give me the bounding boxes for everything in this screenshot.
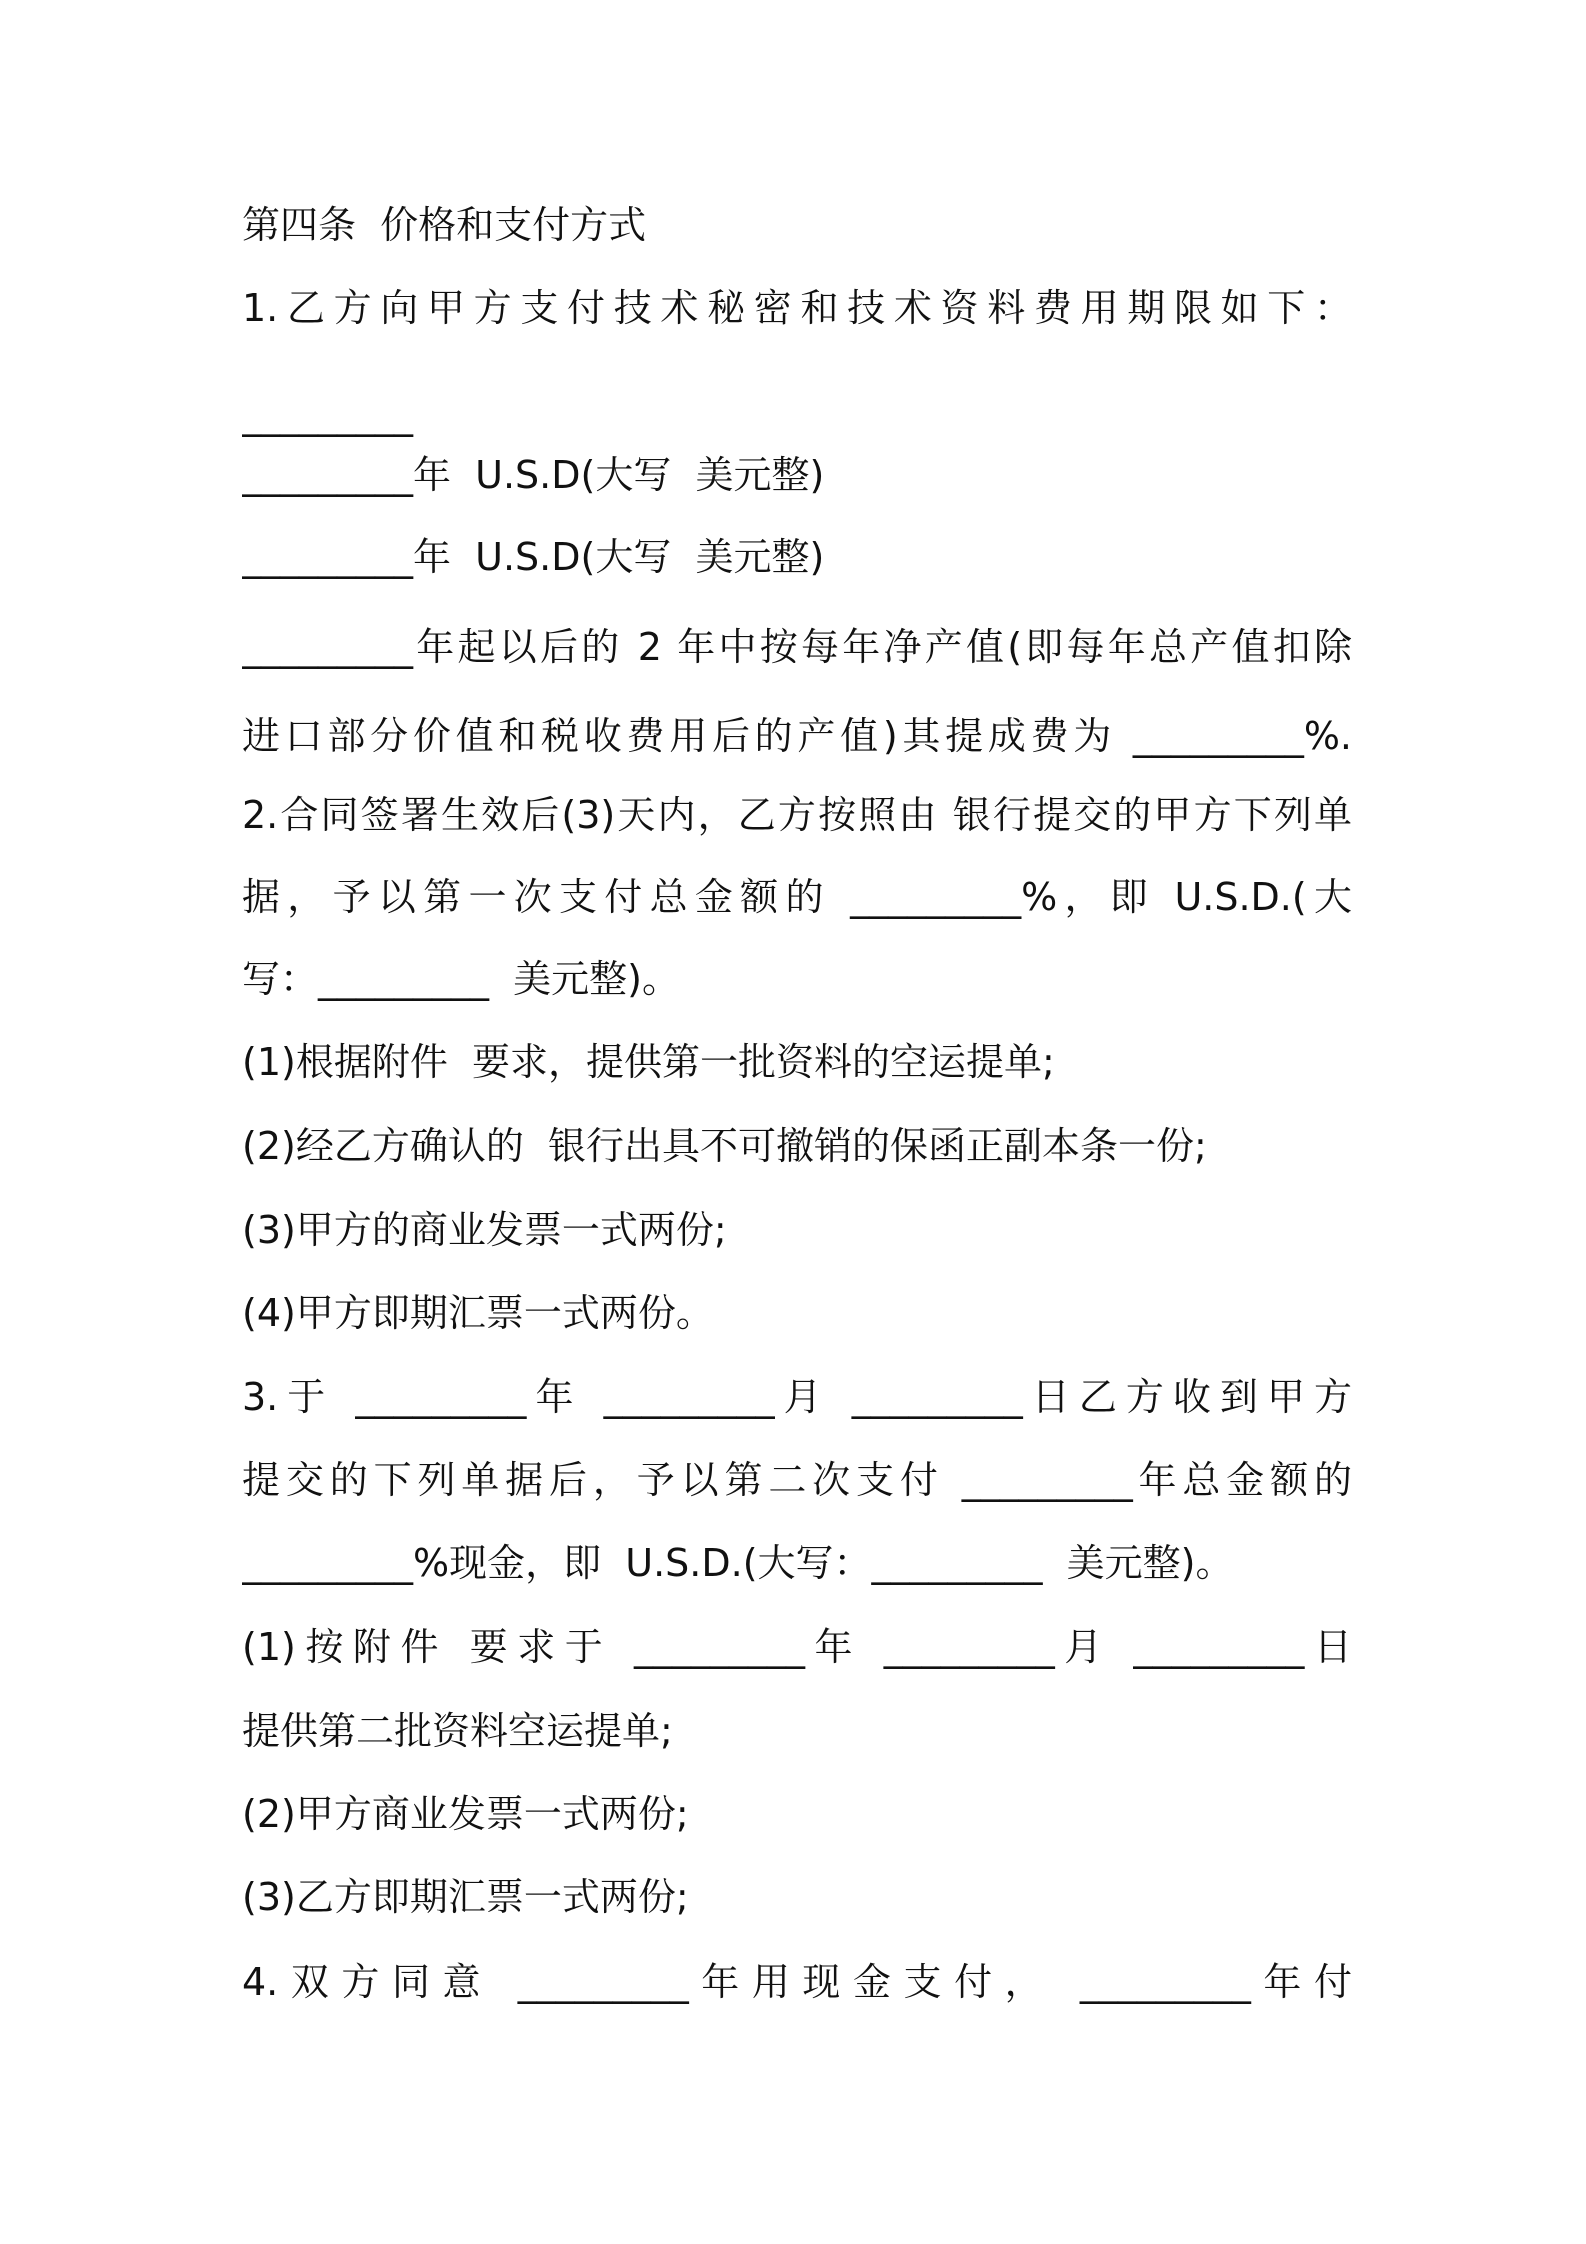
paragraph-line: 提交的下列单据后，予以第二次支付 _________年总金额的 (242, 1458, 1352, 1502)
paragraph-line: 写：_________ 美元整)。 (242, 957, 680, 1001)
list-item: (1)按附件 要求于 _________年 _________月 _________日 (242, 1625, 1352, 1669)
blank-line: _________ (242, 393, 413, 437)
paragraph-line: 据，予以第一次支付总金额的 _________%，即 U.S.D.(大 (242, 875, 1352, 919)
paragraph-line: 2.合同签署生效后(3)天内，乙方按照由 银行提交的甲方下列单 (242, 793, 1352, 837)
paragraph-line: 进口部分价值和税收费用后的产值)其提成费为 _________%. (242, 714, 1352, 758)
list-item: (4)甲方即期汇票一式两份。 (242, 1291, 714, 1335)
list-item: (3)乙方即期汇票一式两份; (242, 1875, 689, 1919)
paragraph-line: _________%现金，即 U.S.D.(大写：_________ 美元整)。 (242, 1541, 1234, 1585)
list-item: 提供第二批资料空运提单; (242, 1709, 673, 1753)
list-item: (2)甲方商业发票一式两份; (242, 1792, 689, 1836)
paragraph-line: 4.双方同意 _________年用现金支付， _________年付 (242, 1960, 1352, 2004)
paragraph-line: _________年起以后的 2 年中按每年净产值(即每年总产值扣除 (242, 625, 1352, 669)
paragraph-line: 1.乙方向甲方支付技术秘密和技术资料费用期限如下： (242, 286, 1352, 330)
list-item: (2)经乙方确认的 银行出具不可撤销的保函正副本条一份; (242, 1124, 1207, 1168)
paragraph-line: _________年 U.S.D(大写 美元整) (242, 453, 825, 497)
paragraph-line: 3.于 _________年 _________月 _________日乙方收到甲方 (242, 1375, 1352, 1419)
list-item: (3)甲方的商业发票一式两份; (242, 1208, 727, 1252)
article-heading: 第四条 价格和支付方式 (242, 203, 647, 247)
list-item: (1)根据附件 要求，提供第一批资料的空运提单; (242, 1040, 1055, 1084)
paragraph-line: _________年 U.S.D(大写 美元整) (242, 535, 825, 579)
